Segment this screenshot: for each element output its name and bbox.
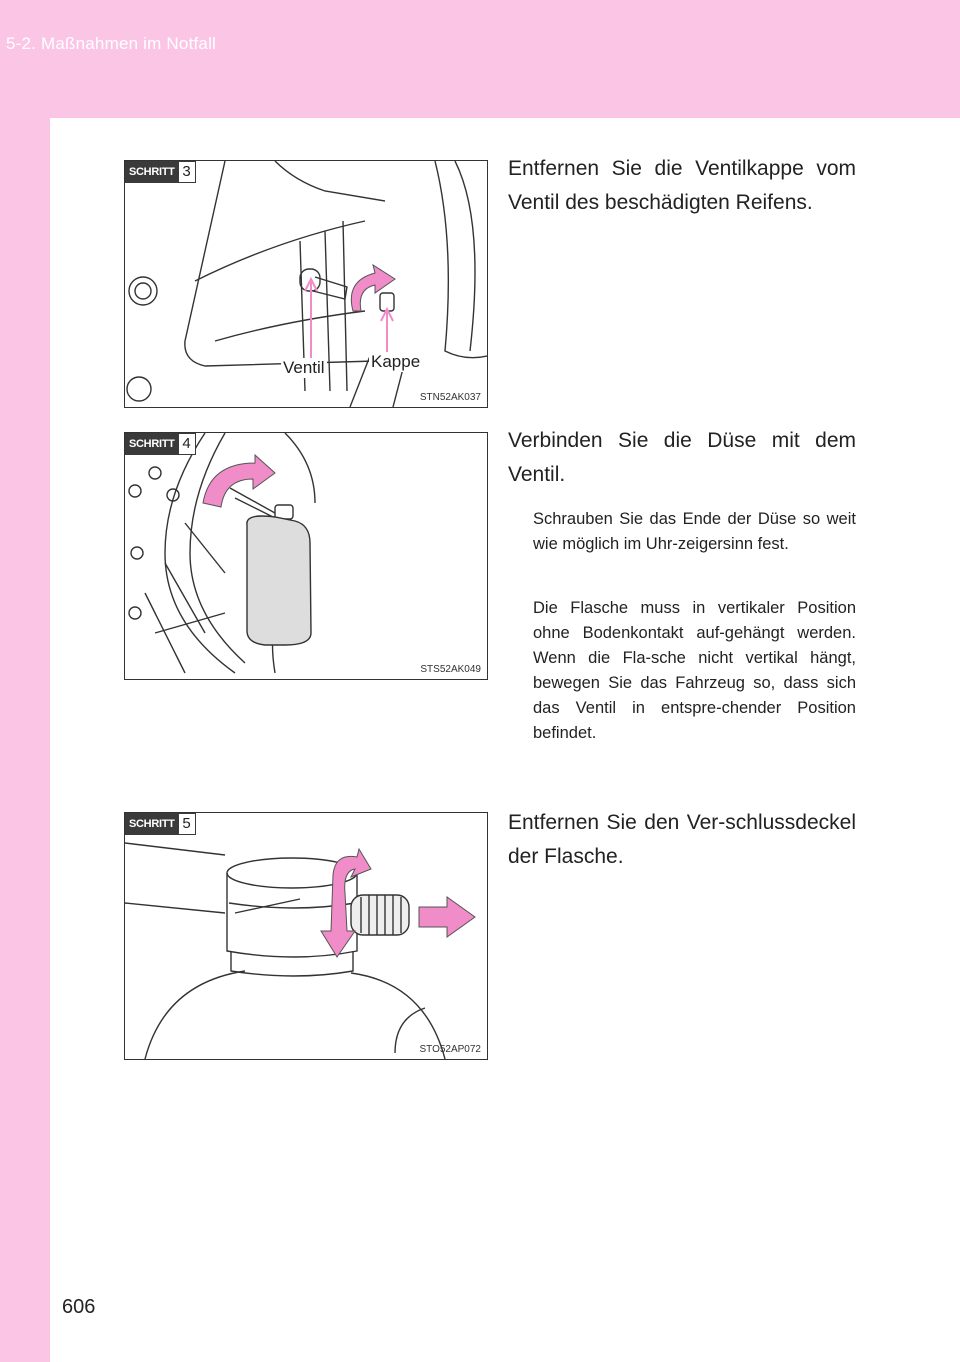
figure-code: STS52AK049 <box>420 664 481 675</box>
step-label: SCHRITT <box>125 433 179 455</box>
figure-step-4 <box>124 432 488 680</box>
step-badge <box>125 433 196 455</box>
illustration-connect-nozzle <box>125 433 487 679</box>
callout-kappe: Kappe <box>371 352 421 371</box>
side-band <box>0 118 50 1362</box>
step-number: 5 <box>179 813 196 835</box>
step-4-note-2: Die Flasche muss in vertikaler Position ohne Bodenkontakt auf-gehängt werden. Wenn die Fla-sche nicht vertikal hängt, bewegen Sie das Fahrzeug so, dass sich das Ventil in entspre-chender Position befindet. <box>533 599 856 742</box>
step-badge <box>125 161 196 183</box>
step-label: SCHRITT <box>125 813 179 835</box>
section-title: 5-2. Maßnahmen im Notfall <box>6 34 217 53</box>
header-band <box>0 0 960 118</box>
step-number: 3 <box>179 161 196 183</box>
figure-code: STN52AK037 <box>419 392 481 403</box>
figure-step-3 <box>124 160 488 408</box>
page-number: 606 <box>62 1296 96 1318</box>
step-label: SCHRITT <box>125 161 179 183</box>
illustration-remove-bottle-cap <box>125 813 487 1059</box>
figure-code: STO52AP072 <box>419 1044 481 1055</box>
callout-ventil: Ventil <box>283 358 325 377</box>
step-number: 4 <box>179 433 196 455</box>
step-badge <box>125 813 196 835</box>
step-4-heading: Verbinden Sie die Düse mit dem Ventil. <box>508 429 856 486</box>
figure-step-5 <box>124 812 488 1060</box>
step-5-heading: Entfernen Sie den Ver-schlussdeckel der Flasche. <box>508 811 856 868</box>
step-4-note-1: Schrauben Sie das Ende der Düse so weit wie möglich im Uhr-zeigersinn fest. <box>533 510 856 553</box>
step-3-heading: Entfernen Sie die Ventilkappe vom Ventil des beschädigten Reifens. <box>508 157 856 214</box>
